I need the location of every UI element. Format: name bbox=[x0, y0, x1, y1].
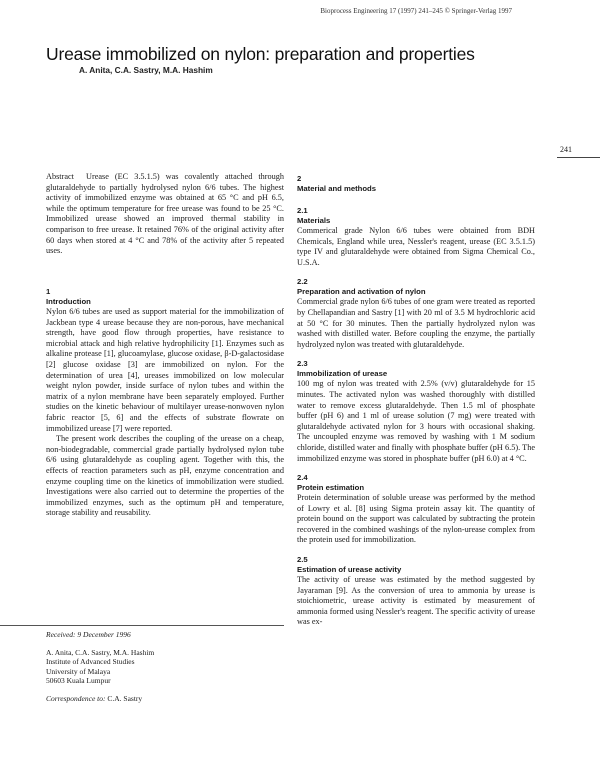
intro-paragraph-2: The present work describes the coupling of the urease on a cheap, non-biodegradable, commercial grade partially hydrolysed nylon tube 6/6 using glutaraldehyde as coupling agent. Together with this, the effects of reaction parameters such as pH, enzyme concentration and enzyme coupling time on the kinetics of immobilization were studied. Investigations were also carried out to determine the properties of the immobilized enzymes, such as the optimum pH and temperature, storage stability and reusability. bbox=[46, 434, 284, 518]
subsection-number: 2.3 bbox=[297, 359, 308, 369]
correspondence bbox=[46, 694, 284, 704]
received-date: Received: 9 December 1996 bbox=[46, 630, 131, 639]
affiliation-address: 50603 Kuala Lumpur bbox=[46, 676, 111, 686]
subsection-text: Commercial grade nylon 6/6 tubes of one gram were treated as reported by Chellapandian and Sastry [1] with 20 ml of 3.5 M hydrochloric acid at 50 °C for 30 minutes. Then the partially hydrolyzed nylon was washed with distilled water. Before coupling the enzyme, the partially hydrolyzed nylon was treated with glutaraldehyde. bbox=[297, 297, 535, 349]
subsection-number: 2.4 bbox=[297, 473, 308, 483]
introduction-section bbox=[46, 287, 284, 519]
affiliation-university: University of Malaya bbox=[46, 666, 111, 676]
abstract-text: Urease (EC 3.5.1.5) was covalently attached through glutaraldehyde to partially hydrolysed nylon 6/6 tubes. The highest activity of immobilized enzyme was obtained at 65 °C and pH 6.5, while the optimum temperature for free urease was found to be 25 °C. Immobilized urease showed an improved thermal stability in comparison to free urease. It retained 76% of the original activity after 60 days when stored at 4 °C and 78% of the activity after 5 repeated uses. bbox=[46, 172, 285, 256]
abstract bbox=[46, 172, 284, 257]
subsection-number: 2.1 bbox=[297, 206, 308, 215]
article-title: Urease immobilized on nylon: preparation and properties bbox=[46, 43, 475, 64]
intro-paragraph-1: Nylon 6/6 tubes are used as support material for the immobilization of Jackbean type 4 urease because they are non-porous, have mechanical strength, have good flow through properties, have resistance to microbial attack and high relative hydrophilicity [1]. Enzymes such as alkaline protease [1], glucoamylase, glucose oxidase, β-D-galactosidase [2] glucose oxidase [3] are immobilized on nylon. For the determination of urea [4], ureases immobilized on low molecular weight nylon powder, inside surface of nylon tubes and within the matrix of a nylon membrane have been separately employed. Further studies on the kinetic behaviour of multilayer urease-nonwoven nylon fabric reactor [5, 6] and the effects of substrate flowrate on immobilized urease [7] were reported. bbox=[46, 307, 284, 433]
correspondence-label: Correspondence to: bbox=[46, 693, 106, 703]
subsection-heading: Preparation and activation of nylon bbox=[297, 287, 426, 297]
author-list: A. Anita, C.A. Sastry, M.A. Hashim bbox=[79, 65, 213, 75]
subsection-heading: Estimation of urease activity bbox=[297, 565, 402, 575]
page-number: 241 bbox=[560, 145, 572, 154]
subsection-text: 100 mg of nylon was treated with 2.5% (v/v) glutaraldehyde for 15 minutes. The activated nylon was washed thoroughly with distilled water to remove excess glutaraldehyde. Then 1.5 ml of phosphate buffer (pH 6) and 1 ml of urease solution (7 mg) were treated with glutaraldehyde activated nylon for 3 hours with occasional shaking. The uncoupled enzyme was removed by washing with 1 M sodium chloride, distilled water and finally with phosphate buffer (pH 6.5). The immobilized enzyme was stored in phosphate buffer (pH 6.0) at 4 °C. bbox=[297, 379, 535, 463]
affiliation-institute: Institute of Advanced Studies bbox=[46, 657, 135, 667]
footnote bbox=[46, 630, 284, 704]
page-number-rule bbox=[557, 157, 600, 158]
section-heading: Material and methods bbox=[297, 184, 377, 193]
footnote-rule bbox=[0, 625, 284, 626]
subsection-heading: Immobilization of urease bbox=[297, 369, 388, 379]
section-number: 2 bbox=[297, 174, 302, 183]
subsection-number: 2.5 bbox=[297, 555, 308, 565]
subsection-number: 2.2 bbox=[297, 277, 308, 287]
abstract-paragraph bbox=[46, 172, 284, 257]
section-number: 1 bbox=[46, 287, 51, 296]
section-heading: Introduction bbox=[46, 297, 91, 306]
methods-section bbox=[297, 174, 535, 628]
subsection-heading: Protein estimation bbox=[297, 483, 365, 493]
subsection-text: The activity of urease was estimated by the method suggested by Jayaraman [9]. As the conversion of urea to ammonia by urease is stoichiometric, urease activity is estimated by measurement of ammonia formed using Nessler's reagent. The specific activity of urease was ex- bbox=[297, 575, 535, 627]
correspondence-name: C.A. Sastry bbox=[107, 693, 143, 703]
subsection-text: Commerical grade Nylon 6/6 tubes were obtained from BDH Chemicals, England while urea, Nessler's reagent, urease (EC 3.5.1.5) type IV and glutaraldehyde were obtained from Sigma Chemical Co., U.S.A. bbox=[297, 226, 535, 267]
abstract-label: Abstract bbox=[46, 172, 74, 181]
subsection-heading: Materials bbox=[297, 216, 331, 225]
affiliation-authors: A. Anita, C.A. Sastry, M.A. Hashim bbox=[46, 647, 155, 657]
subsection-text: Protein determination of soluble urease was performed by the method of Lowry et al. [8] using Sigma protein assay kit. The quantity of protein bound on the support was calculated by subtracting the protein recovered in the combined washings of the nylon-urease complex from the protein used for immobilization. bbox=[297, 493, 535, 545]
journal-reference: Bioprocess Engineering 17 (1997) 241–245 © Springer-Verlag 1997 bbox=[320, 7, 512, 15]
